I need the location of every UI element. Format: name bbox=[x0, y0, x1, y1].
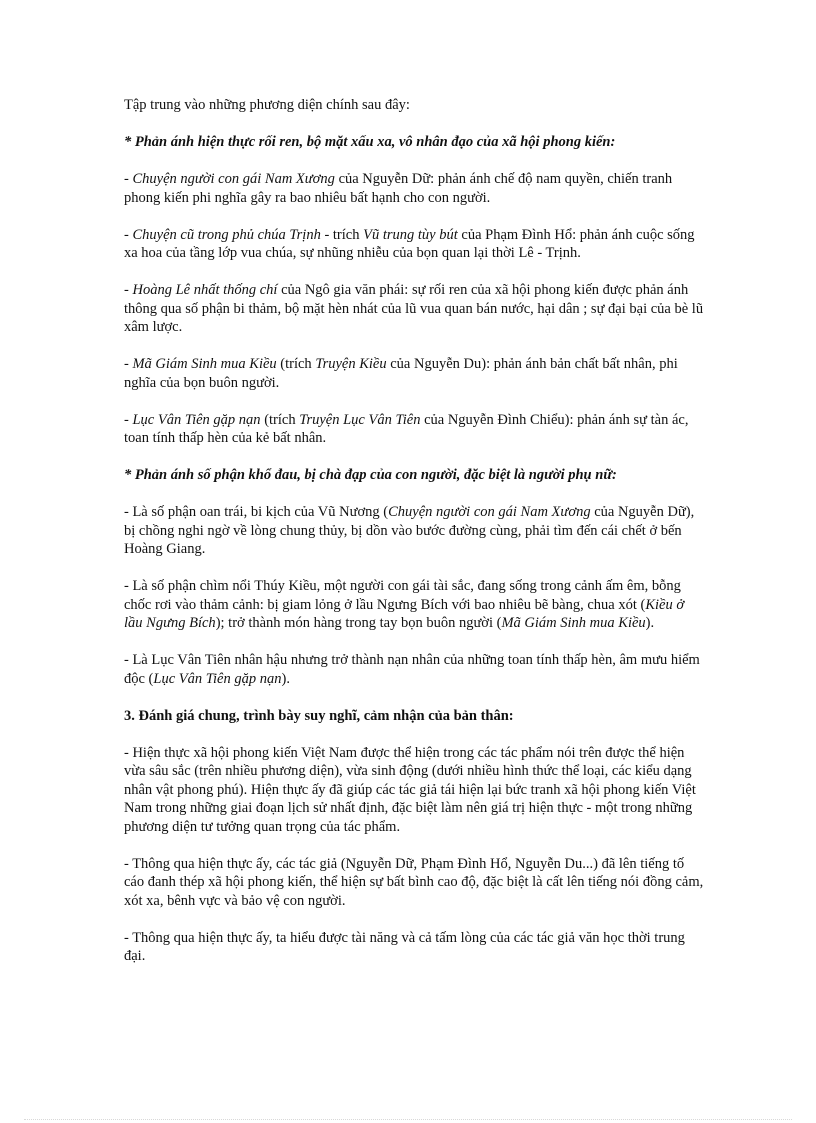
work-title: Truyện Kiều bbox=[315, 356, 387, 372]
intro-paragraph: Tập trung vào những phương diện chính sau đây: bbox=[124, 97, 410, 113]
work-title: Mã Giám Sinh mua Kiều bbox=[132, 356, 277, 372]
paragraph-11: - Thông qua hiện thực ấy, ta hiểu được tài năng và cả tấm lòng của các tác giả văn học thời trung đại. bbox=[124, 929, 685, 964]
section-heading-3: 3. Đánh giá chung, trình bày suy nghĩ, cảm nhận của bản thân: bbox=[124, 707, 514, 724]
paragraph-4: - Mã Giám Sinh mua Kiều (trích Truyện Kiều của Nguyễn Du): phản ánh bản chất bất nhân, phi nghĩa của bọn buôn người. bbox=[124, 356, 678, 391]
paragraph-6: - Là số phận oan trái, bi kịch của Vũ Nương (Chuyện người con gái Nam Xương của Nguyễn Dữ), bị chồng nghi ngờ về lòng chung thủy, bị dồn vào bước đường cùng, phải tìm đến cái chết ở bến Hoàng Giang. bbox=[124, 504, 695, 557]
paragraph-8: - Là Lục Vân Tiên nhân hậu nhưng trở thành nạn nhân của những toan tính thấp hèn, âm mưu hiểm độc (Lục Vân Tiên gặp nạn). bbox=[124, 652, 700, 687]
work-title: Lục Vân Tiên gặp nạn bbox=[132, 411, 261, 428]
paragraph-5: - Lục Vân Tiên gặp nạn (trích Truyện Lục Vân Tiên của Nguyễn Đình Chiểu): phản ánh sự tàn ác, toan tính thấp hèn của kẻ bất nhân. bbox=[124, 411, 689, 446]
paragraph-1: - Chuyện người con gái Nam Xương của Nguyễn Dữ: phản ánh chế độ nam quyền, chiến tranh phong kiến phi nghĩa gây ra bao nhiêu bất hạnh cho con người. bbox=[124, 171, 673, 206]
section-heading-2: * Phản ánh số phận khổ đau, bị chà đạp của con người, đặc biệt là người phụ nữ: bbox=[124, 467, 617, 483]
work-title: Mã Giám Sinh mua Kiều bbox=[501, 615, 646, 631]
paragraph-2: - Chuyện cũ trong phủ chúa Trịnh - trích Vũ trung tùy bút của Phạm Đình Hổ: phản ánh cuộc sống xa hoa của tầng lớp vua chúa, sự nhũng nhiễu của bọn quan lại thời Lê - Trịnh. bbox=[124, 226, 695, 261]
work-title: Hoàng Lê nhất thống chí bbox=[132, 282, 278, 298]
paragraph-3: - Hoàng Lê nhất thống chí của Ngô gia văn phái: sự rối ren của xã hội phong kiến được phản ánh thông qua số phận bi thảm, bộ mặt hèn nhát của lũ vua quan bán nước, hại dân ; sự đại bại của bè lũ xâm lược. bbox=[124, 282, 704, 335]
work-title: Lục Vân Tiên gặp nạn bbox=[153, 670, 282, 687]
document-body bbox=[124, 96, 704, 984]
work-title: Chuyện người con gái Nam Xương bbox=[388, 504, 591, 520]
work-title: Kiều ở lầu Ngưng Bích bbox=[124, 596, 685, 631]
section-heading-1: * Phản ánh hiện thực rối ren, bộ mặt xấu xa, vô nhân đạo của xã hội phong kiến: bbox=[124, 134, 616, 150]
work-title: Chuyện cũ trong phủ chúa Trịnh bbox=[132, 226, 321, 243]
paragraph-9: - Hiện thực xã hội phong kiến Việt Nam được thể hiện trong các tác phẩm nói trên được thể hiện vừa sâu sắc (trên nhiều phương diện), vừa sinh động (dưới nhiều hình thức thể loại, các kiểu dạng nhân vật phong phú). Hiện thực ấy đã giúp các tác giả tái hiện lại bức tranh xã hội phong kiến Việt Nam trong những giai đoạn lịch sử nhất định, đặc biệt làm nên giá trị hiện thực - một trong những phương diện tư tưởng quan trọng của tác phẩm. bbox=[124, 744, 696, 835]
work-title: Chuyện người con gái Nam Xương bbox=[132, 171, 335, 187]
work-title: Vũ trung tùy bút bbox=[363, 226, 458, 243]
paragraph-7: - Là số phận chìm nổi Thúy Kiều, một người con gái tài sắc, đang sống trong cảnh ấm êm, bỗng chốc rơi vào thảm cảnh: bị giam lỏng ở lầu Ngưng Bích với bao nhiêu bẽ bàng, chua xót (Kiều ở lầu Ngưng Bích); trở thành món hàng trong tay bọn buôn người (Mã Giám Sinh mua Kiều). bbox=[124, 578, 685, 631]
page-bottom-divider bbox=[24, 1119, 792, 1120]
paragraph-10: - Thông qua hiện thực ấy, các tác giả (Nguyễn Dữ, Phạm Đình Hổ, Nguyễn Du...) đã lên tiếng tố cáo đanh thép xã hội phong kiến, thể hiện sự bất bình cao độ, đặc biệt là cất lên tiếng nói đồng cảm, xót xa, bênh vực và bảo vệ con người. bbox=[124, 855, 704, 909]
work-title: Truyện Lục Vân Tiên bbox=[299, 411, 421, 428]
